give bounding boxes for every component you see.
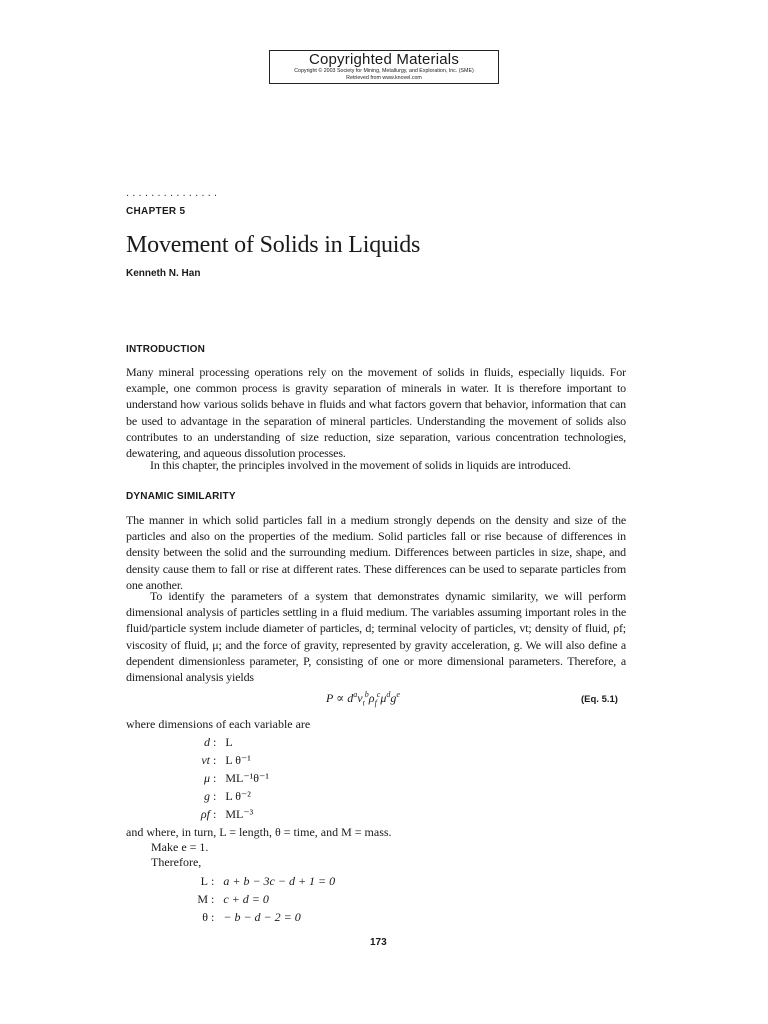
- chapter-title: Movement of Solids in Liquids: [126, 232, 421, 258]
- equation-number: (Eq. 5.1): [581, 694, 618, 705]
- equation-5-1: $P \propto d^av_t^b\rho_f^c\mu^dg^e$: [326, 690, 400, 708]
- balance-equation: M : c + d = 0: [197, 892, 269, 906]
- dynamic-similarity-heading: DYNAMIC SIMILARITY: [126, 491, 236, 502]
- intro-paragraph-1: Many mineral processing operations rely on the movement of solids in fluids, especially liquids. For example, one common process is gravity separation of minerals in water. It is therefore important to understand how various solids behave in fluids and what factors govern that behavior, information that can be used to advantage in the separation of mineral particles. Understanding the movement of solids also contributes to an understanding of size reduction, size separation, various concentration technologies, dewatering, and aqueous dissolution processes.: [126, 365, 626, 461]
- balance-equation: L : a + b − 3c − d + 1 = 0: [200, 874, 336, 888]
- stamp-copyright-line: Copyright © 2003 Society for Mining, Metallurgy, and Exploration, Inc. (SME): [294, 68, 474, 74]
- intro-paragraph-2: In this chapter, the principles involved in the movement of solids in liquids are introduced.: [150, 458, 571, 472]
- dimension-row: g : L θ⁻²: [204, 789, 251, 803]
- chapter-label: CHAPTER 5: [126, 206, 186, 217]
- dimensions-intro: where dimensions of each variable are: [126, 717, 311, 731]
- dimension-row: ρf : ML⁻³: [200, 807, 254, 821]
- balance-equation: θ : − b − d − 2 = 0: [202, 910, 301, 924]
- copyright-stamp: [269, 50, 499, 84]
- stamp-retrieved-line: Retrieved from www.knovel.com: [346, 75, 422, 81]
- dimension-row: vt : L θ⁻¹: [201, 753, 251, 767]
- dimensions-definition: and where, in turn, L = length, θ = time, and M = mass.: [126, 825, 392, 839]
- dimension-row: μ : ML⁻¹θ⁻¹: [203, 771, 269, 785]
- author-name: Kenneth N. Han: [126, 268, 201, 279]
- dynamic-similarity-paragraph-2: To identify the parameters of a system that demonstrates dynamic similarity, we will perform dimensional analysis of particles settling in a fluid medium. The variables assuming important roles in the fluid/particle system include diameter of particles, d; terminal velocity of particles, vt; density of fluid, ρf; viscosity of fluid, μ; and the force of gravity, represented by gravity acceleration, g. We will also define a dependent dimensionless parameter, P, consisting of one or more dimensional parameters. Therefore, a dimensional analysis yields: [126, 589, 626, 685]
- chapter-dots: ...............: [126, 188, 221, 199]
- page-number: 173: [370, 937, 387, 948]
- stamp-title: Copyrighted Materials: [308, 51, 460, 68]
- dimension-row: d : L: [204, 735, 233, 749]
- make-e-statement: Make e = 1.: [151, 840, 209, 854]
- introduction-heading: INTRODUCTION: [126, 344, 206, 355]
- therefore-statement: Therefore,: [151, 855, 202, 869]
- dynamic-similarity-paragraph-1: The manner in which solid particles fall in a medium strongly depends on the density and size of the particles and also on the properties of the medium. Solid particles fall or rise because of differences in density between the solid and the surrounding medium. Differences between particles in size, shape, and density cause them to fall or rise at different rates. These differences can be used to separate particles from one another.: [126, 513, 626, 592]
